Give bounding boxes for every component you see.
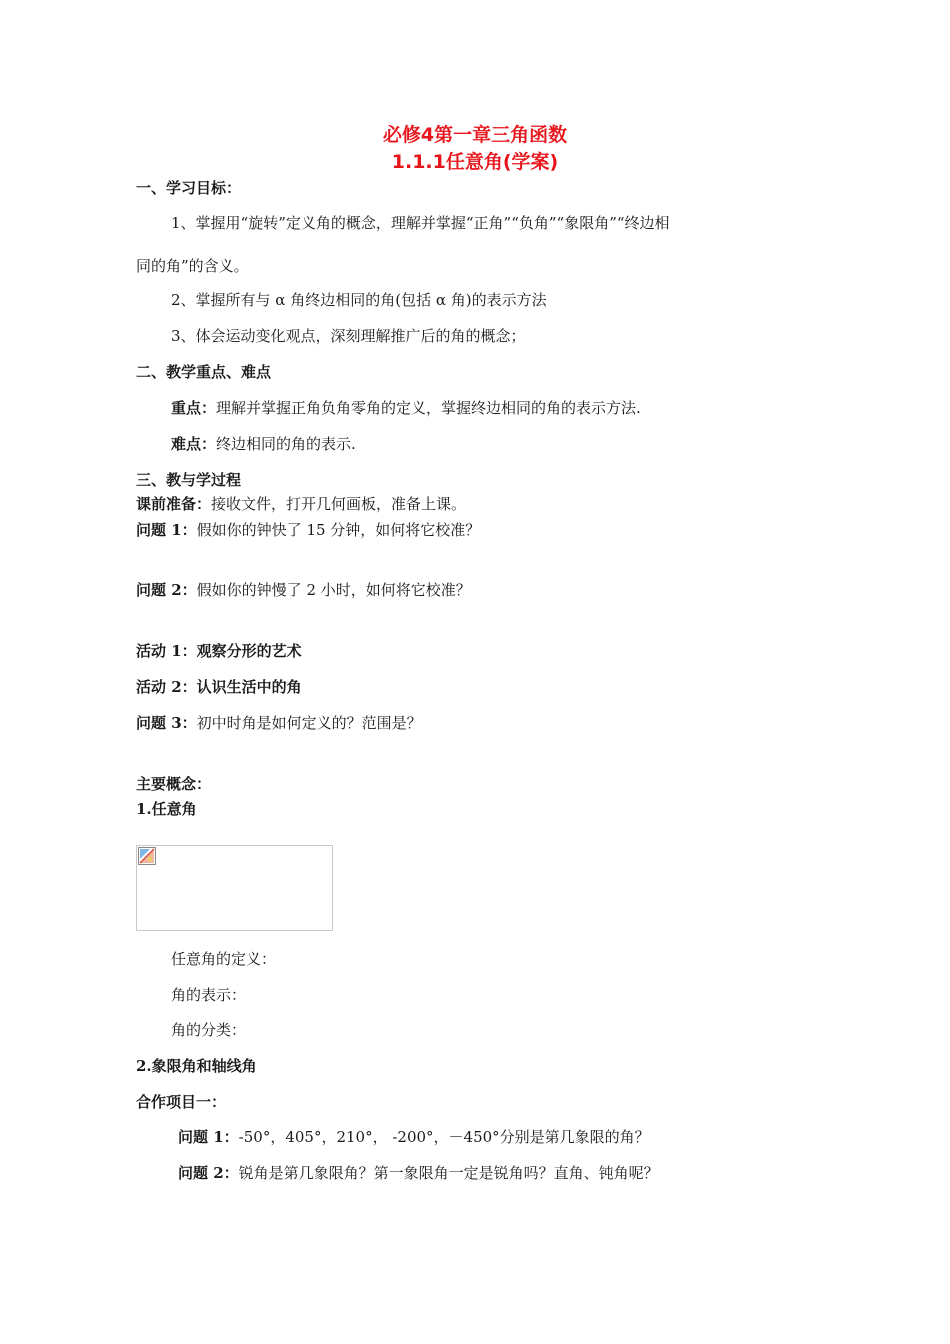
key-point-text: 理解并掌握正角负角零角的定义，掌握终边相同的角的表示方法.	[216, 399, 641, 417]
activity-1: 活动 1：观察分形的艺术	[136, 642, 302, 660]
question-3-text: 初中时角是如何定义的？范围是？	[196, 714, 422, 732]
difficult-point-label: 难点：	[171, 435, 217, 453]
difficult-point-text: 终边相同的角的表示.	[216, 435, 356, 453]
question-2	[136, 580, 471, 600]
difficult-point	[171, 434, 356, 454]
main-concepts-heading: 主要概念：	[136, 775, 212, 793]
angle-classification: 角的分类：	[171, 1021, 247, 1039]
doc-title: 必修4第一章三角函数	[382, 124, 568, 146]
arbitrary-angle-definition: 任意角的定义：	[171, 950, 277, 968]
pre-class-text: 接收文件，打开几何画板，准备上课。	[211, 495, 467, 513]
question-1-text: 假如你的钟快了 15 分钟，如何将它校准？	[196, 521, 481, 539]
section-heading-process: 三、教与学过程	[136, 471, 242, 489]
question-3	[136, 713, 422, 733]
key-point-label: 重点：	[171, 399, 217, 417]
goal-item-3: 3、体会运动变化观点，深刻理解推广后的角的概念；	[171, 327, 526, 345]
coop-question-2	[178, 1163, 659, 1183]
concept-2-heading: 2.象限角和轴线角	[136, 1057, 257, 1075]
section-heading-keypoints: 二、教学重点、难点	[136, 363, 272, 381]
coop-question-1-text: -50°，405°，210°， -200°，－450°分别是第几象限的角？	[238, 1128, 650, 1146]
goal-item-1: 1、掌握用“旋转”定义角的概念，理解并掌握“正角”“负角”“象限角”“终边相	[171, 214, 670, 232]
question-1	[136, 520, 480, 540]
cooperation-project-heading: 合作项目一：	[136, 1093, 227, 1111]
coop-question-2-label: 问题 2：	[178, 1164, 239, 1182]
activity-2: 活动 2：认识生活中的角	[136, 678, 302, 696]
pre-class-prep	[136, 494, 466, 514]
broken-image-icon	[138, 847, 156, 865]
image-placeholder	[136, 845, 333, 931]
goal-item-2: 2、掌握所有与 α 角终边相同的角(包括 α 角)的表示方法	[171, 291, 547, 309]
angle-representation: 角的表示：	[171, 986, 247, 1004]
coop-question-1-label: 问题 1：	[178, 1128, 239, 1146]
key-point	[171, 398, 641, 418]
coop-question-2-text: 锐角是第几象限角？第一象限角一定是锐角吗？直角、钝角呢？	[238, 1164, 659, 1182]
section-heading-goals: 一、学习目标：	[136, 179, 242, 197]
doc-subtitle: 1.1.1任意角(学案)	[391, 151, 559, 173]
pre-class-label: 课前准备：	[136, 495, 212, 513]
question-1-label: 问题 1：	[136, 521, 197, 539]
coop-question-1	[178, 1127, 650, 1147]
question-2-label: 问题 2：	[136, 581, 197, 599]
question-2-text: 假如你的钟慢了 2 小时，如何将它校准？	[196, 581, 471, 599]
goal-item-1-cont: 同的角”的含义。	[136, 257, 249, 275]
concept-1-heading: 1.任意角	[136, 800, 197, 818]
question-3-label: 问题 3：	[136, 714, 197, 732]
